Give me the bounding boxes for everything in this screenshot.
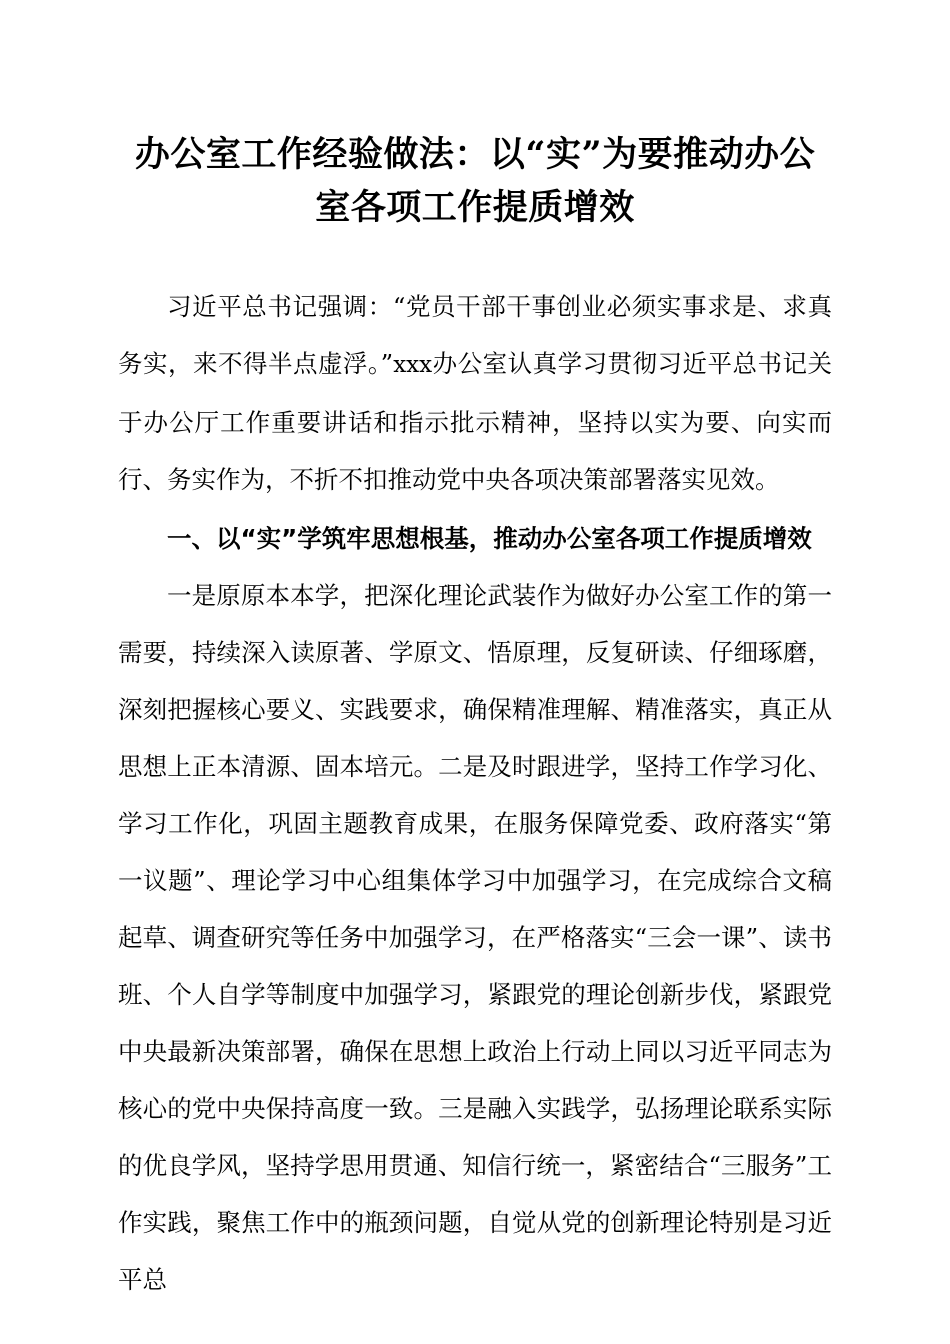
intro-paragraph bbox=[118, 278, 832, 508]
document-content bbox=[118, 0, 832, 1308]
intro-text-after: 办公室认真学习贯彻习近平总书记关于办公厅工作重要讲话和指示批示精神，坚持以实为要、向实而行、务实作为，不折不扣推动党中央各项决策部署落实见效。 bbox=[118, 349, 833, 494]
section-one-body-paragraph: 一是原原本本学，把深化理论武装作为做好办公室工作的第一需要，持续深入读原著、学原文、悟原理，反复研读、仔细琢磨，深刻把握核心要义、实践要求，确保精准理解、精准落实，真正从思想上正本清源、固本培元。二是及时跟进学，坚持工作学习化、学习工作化，巩固主题教育成果，在服务保障党委、政府落实“第一议题”、理论学习中心组集体学习中加强学习，在完成综合文稿起草、调查研究等任务中加强学习，在严格落实“三会一课”、读书班、个人自学等制度中加强学习，紧跟党的理论创新步伐，紧跟党中央最新决策部署，确保在思想上政治上行动上同以习近平同志为核心的党中央保持高度一致。三是融入实践学，弘扬理论联系实际的优良学风，坚持学思用贯通、知信行统一，紧密结合“三服务”工作实践，聚焦工作中的瓶颈问题，自觉从党的创新理论特别是习近平总 bbox=[118, 581, 832, 1294]
placeholder-org-name: xxx bbox=[393, 352, 433, 378]
section-heading-one: 一、以“实”学筑牢思想根基，推动办公室各项工作提质增效 bbox=[167, 524, 812, 553]
title-spacer bbox=[118, 234, 832, 278]
intro-text-before: 习近平总书记强调：“党员干部干事创业必须实事求是、求真务实，来不得半点虚浮。” bbox=[118, 292, 832, 378]
page-title: 办公室工作经验做法：以“实”为要推动办公室各项工作提质增效 bbox=[134, 134, 816, 228]
